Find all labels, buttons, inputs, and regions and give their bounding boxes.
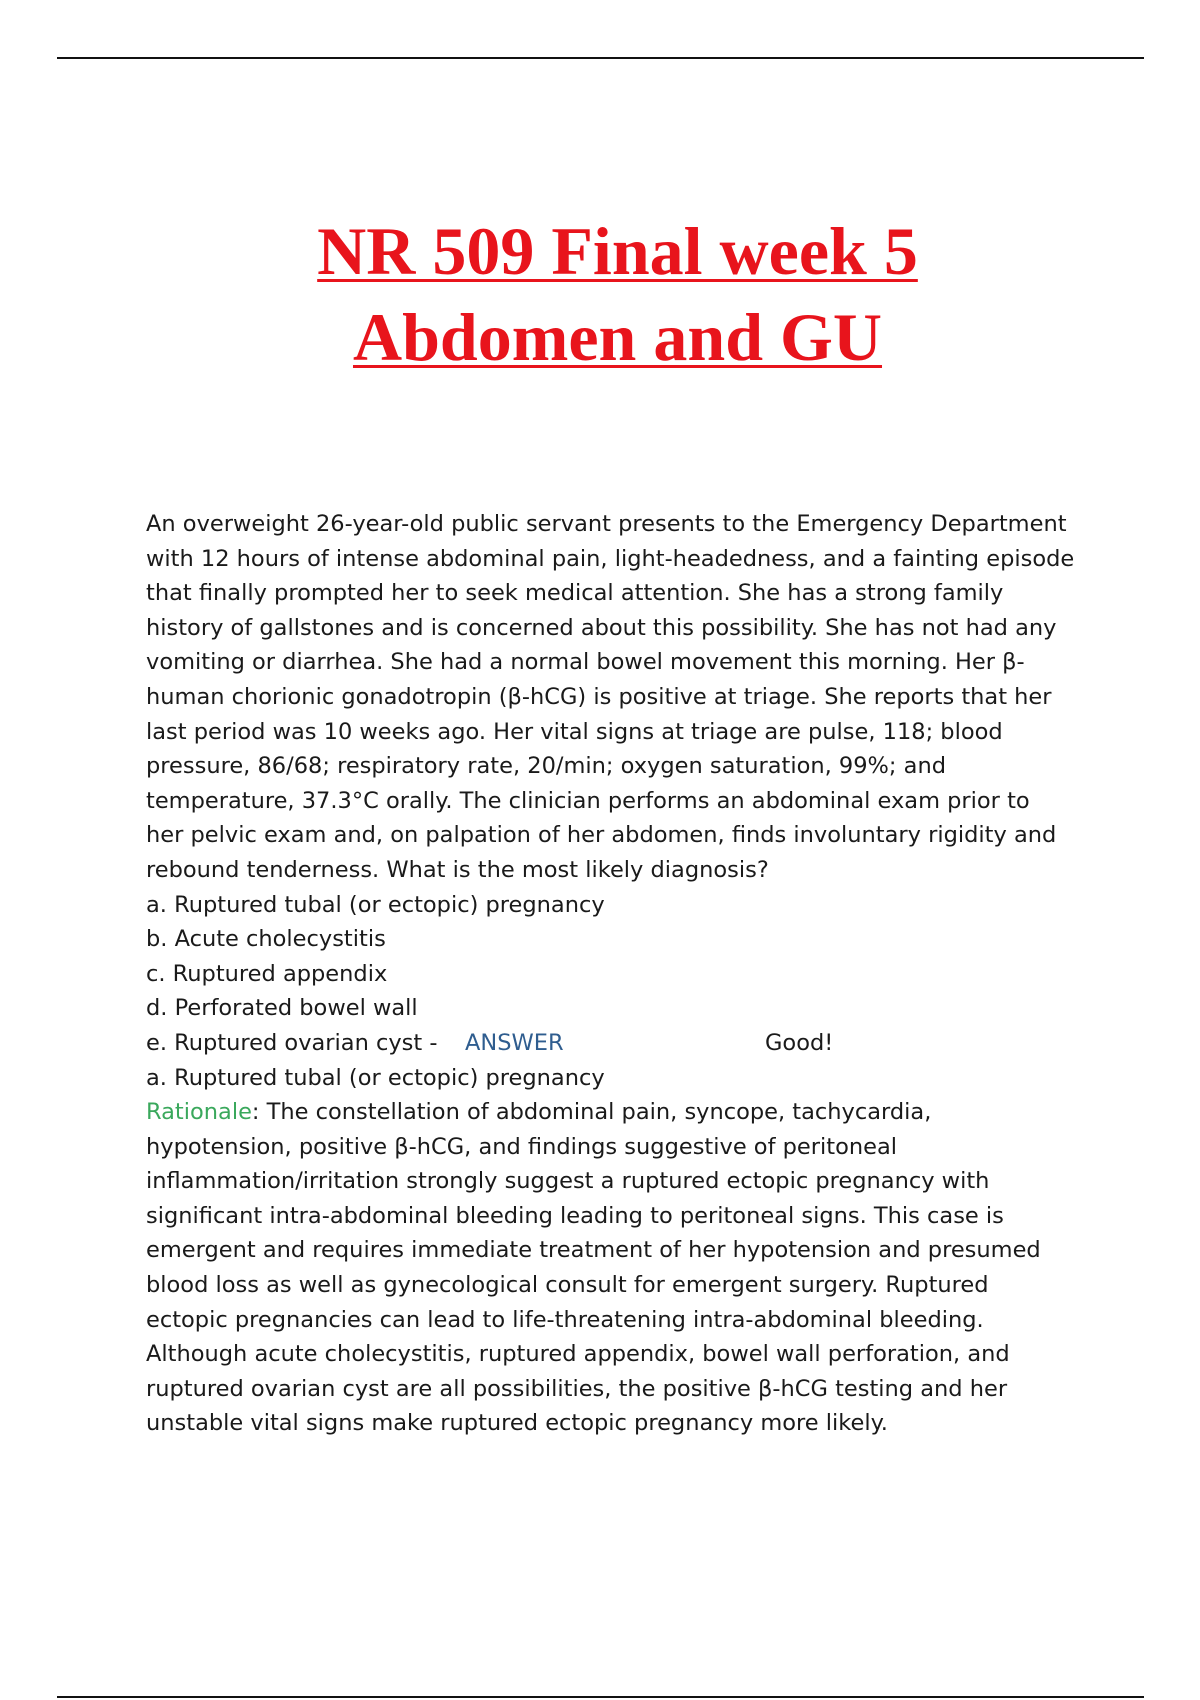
question-line: that finally prompted her to seek medical attention. She has a strong family (146, 580, 1004, 607)
rationale-label: Rationale (146, 1099, 252, 1126)
rationale-first-line (146, 1095, 1096, 1130)
question-content (146, 507, 1096, 1441)
rationale-line: Although acute cholecystitis, ruptured appendix, bowel wall perforation, and (146, 1341, 1010, 1368)
rationale-line: inflammation/irritation strongly suggest a ruptured ectopic pregnancy with (146, 1168, 990, 1195)
answer-option-c: c. Ruptured appendix (146, 960, 388, 987)
answer-option-b: b. Acute cholecystitis (146, 926, 386, 953)
rationale-line: significant intra-abdominal bleeding leading to peritoneal signs. This case is (146, 1202, 1004, 1229)
rationale-first-text: : The constellation of abdominal pain, syncope, tachycardia, (251, 1099, 932, 1126)
title-line-2: Abdomen and GU (352, 299, 883, 375)
rationale-line: ruptured ovarian cyst are all possibilities, the positive β-hCG testing and her (146, 1375, 1008, 1402)
question-line: rebound tenderness. What is the most likely diagnosis? (146, 856, 769, 883)
question-line: human chorionic gonadotropin (β-hCG) is positive at triage. She reports that her (146, 683, 1052, 710)
bottom-rule (57, 1696, 1144, 1698)
question-line: temperature, 37.3°C orally. The clinician performs an abdominal exam prior to (146, 787, 1030, 814)
question-line: with 12 hours of intense abdominal pain, light-headedness, and a fainting episode (146, 545, 1075, 572)
answer-option-e-row (146, 1026, 1096, 1061)
rationale-line: emergent and requires immediate treatment of her hypotension and presumed (146, 1237, 1041, 1264)
rationale-line: hypotension, positive β-hCG, and findings suggestive of peritoneal (146, 1133, 898, 1160)
feedback-text: Good! (765, 1029, 834, 1056)
question-stem (146, 507, 1096, 888)
answer-label: ANSWER (465, 1029, 564, 1056)
question-line: her pelvic exam and, on palpation of her abdomen, finds involuntary rigidity and (146, 822, 1057, 849)
answer-option-a: a. Ruptured tubal (or ectopic) pregnancy (146, 891, 605, 918)
rationale-line: ectopic pregnancies can lead to life-threatening intra-abdominal bleeding. (146, 1306, 984, 1333)
question-line: last period was 10 weeks ago. Her vital signs at triage are pulse, 118; blood (146, 718, 1003, 745)
question-line: vomiting or diarrhea. She had a normal bowel movement this morning. Her β- (146, 649, 1025, 676)
answer-option-e: e. Ruptured ovarian cyst - (146, 1029, 438, 1056)
rationale-block (146, 1095, 1096, 1441)
question-line: history of gallstones and is concerned about this possibility. She has not had any (146, 614, 1057, 641)
question-line: pressure, 86/68; respiratory rate, 20/min; oxygen saturation, 99%; and (146, 753, 946, 780)
correct-answer: a. Ruptured tubal (or ectopic) pregnancy (146, 1064, 605, 1091)
answer-option-d: d. Perforated bowel wall (146, 995, 418, 1022)
document-title (0, 208, 1200, 380)
rationale-line: unstable vital signs make ruptured ectopic pregnancy more likely. (146, 1410, 888, 1437)
rationale-line: blood loss as well as gynecological consult for emergent surgery. Ruptured (146, 1272, 989, 1299)
top-rule (57, 57, 1144, 59)
answer-options (146, 888, 1096, 1096)
title-line-1: NR 509 Final week 5 (317, 213, 918, 289)
question-line: An overweight 26-year-old public servant presents to the Emergency Department (146, 511, 1067, 537)
